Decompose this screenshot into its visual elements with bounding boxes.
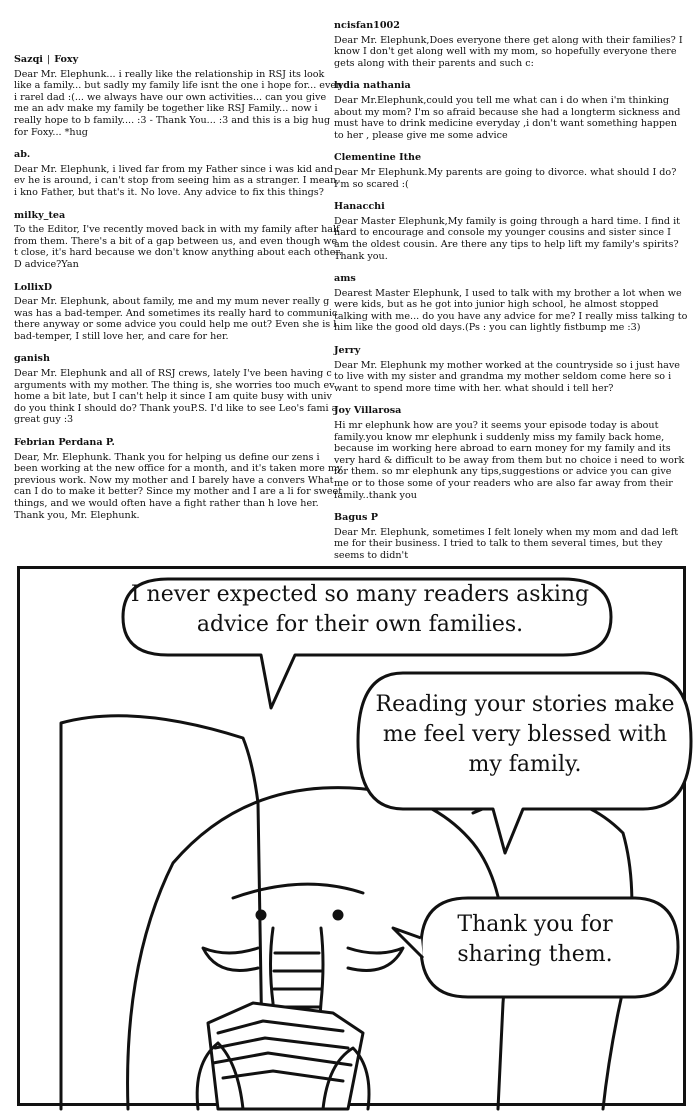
comic-panel <box>17 566 686 1106</box>
letter <box>14 437 344 521</box>
letter-author: ab. <box>14 149 31 161</box>
elephant-right-eye <box>334 911 342 919</box>
letter-author: ncisfan1002 <box>334 20 400 31</box>
letter-body: Dear Mr. Elephunk,Does everyone there get along with their families? I know I don't get along well with my mom, so hopefully everyone there gets along with their parents and such c: <box>334 34 683 69</box>
letter <box>14 210 344 271</box>
letter-body: Dear Mr. Elephunk my mother worked at the countryside so i just have to live with my sister and grandma my mother seldom come here so i want to spend more time with her. what should i tell her? <box>334 359 680 394</box>
letter <box>334 20 688 69</box>
name-separator: | <box>46 54 51 65</box>
letter <box>14 282 344 343</box>
letter-body: Dear Master Elephunk,My family is going through a hard time. I find it hard to encourage and console my younger cousins and sister since I am the oldest cousin. Are there any tips to help lift my family's spirits? Thank you. <box>334 215 681 262</box>
letter-body: Dear, Mr. Elephunk. Thank you for helping us define our zens i been working at the new office for a month, and it's taken more my previous work. Now my mother and I barely have a convers What can I do to make it better? Since my mother and I are a li for sweet things, and we would often have a fight rather than h love her. Thank you, Mr. Elephunk. <box>14 451 343 521</box>
letter-author: Bagus P <box>334 512 378 524</box>
letter-author: Clementine Ithe <box>334 152 422 164</box>
letter <box>334 273 688 334</box>
letter-author-2: Foxy <box>54 54 79 65</box>
letter-author: LollixD <box>14 281 53 293</box>
letter <box>334 152 688 190</box>
letter-author: ams <box>334 273 356 285</box>
letter-author: Sazqi <box>14 54 43 65</box>
letter-body: Dear Mr. Elephunk and all of RSJ crews, lately I've been having c arguments with my mother. The thing is, she worries too much ev home a bit late, but I can't help it since I am quite busy with univ do you think I should do? Thank youP.S. I'd like to see Leo's fami a great guy :3 <box>14 368 338 426</box>
letter-body: Dear Mr. Elephunk... i really like the relationship in RSJ its look like a family... but sadly my family life isnt the one i hope for... even i rarel dad :(... we always have our own activities... can you give me an adv make my family be together like RSJ Family... now i really hope to b family.... :3 - Thank You... :3 and this is a big hug for Foxy... *hug <box>14 68 343 138</box>
letter <box>14 54 344 138</box>
letter-body: To the Editor, I've recently moved back in with my family after half from them. There's a bit of a gap between us, and even though we t close, it's hard because we don't know anything about each other. D advice?Yan <box>14 224 342 270</box>
letter-body: Hi mr elephunk how are you? it seems your episode today is about family.you know mr elephunk i suddenly miss my family back home, because im working here abroad to earn money for my family and its very hard & difficult to be away from them but no choice i need to work for them. so mr elephunk any tips,suggestions or advice you can give me or to those some of your readers who are also far away from their family..thank you <box>334 420 685 501</box>
letter-author: ganish <box>14 353 50 365</box>
letter <box>334 345 688 394</box>
letter <box>334 405 688 501</box>
letter-author: Hanacchi <box>334 201 385 213</box>
speech-bubble-3-text: Thank you for sharing them. <box>457 912 613 967</box>
letter-author: lydia nathania <box>334 80 411 92</box>
speech-bubble-1-text: I never expected so many readers asking advice for their own families. <box>130 582 590 637</box>
letter-author: Joy Villarosa <box>334 405 402 417</box>
letter-body: Dear Mr.Elephunk,could you tell me what can i do when i'm thinking about my mom? I'm so afraid because she had a longterm sickness and must have to drink medicine everyday ,i don't want something happen to her , please give me some advice <box>334 94 681 141</box>
letter <box>14 149 344 198</box>
letter <box>334 512 688 561</box>
letter-body: Dear Mr Elephunk.My parents are going to divorce. what should I do? I'm so scared :( <box>334 166 677 190</box>
elephant-brow <box>233 884 363 898</box>
letter-body: Dear Mr. Elephunk, i lived far from my Father since i was kid and ev he is around, i can't stop from seeing him as a stranger. I mean, i kno Father, but that's it. No love. Any advice to fix this things? <box>14 163 340 198</box>
letter-body: Dear Mr. Elephunk, about family, me and my mum never really g was has a bad-temper. And sometimes its really hard to communic there anyway or some advice you could help me out? Even she is l bad-temper, I still love her, and care for her. <box>14 296 338 342</box>
reader-letters <box>0 18 700 561</box>
letter <box>334 80 688 141</box>
speech-bubble-2-text: Reading your stories make me feel very blessed with my family. <box>375 692 675 777</box>
elephant-left-eye <box>257 911 265 919</box>
letter-body: Dear Mr. Elephunk, sometimes I felt lonely when my mom and dad left me for their business. I tried to talk to them several times, but they seems to didn't <box>334 526 679 561</box>
letter-author: Febrian Perdana P. <box>14 437 115 449</box>
letters-column-right <box>334 20 688 573</box>
letter <box>14 353 344 426</box>
elephant-right-tusk <box>348 948 403 971</box>
letter-author: Jerry <box>334 345 361 357</box>
elephant-illustration <box>20 569 689 1109</box>
letter-author: milky_tea <box>14 209 66 221</box>
elephant-left-tusk <box>203 948 258 971</box>
letter-body: Dearest Master Elephunk, I used to talk with my brother a lot when we were kids, but as he got into junior high school, he almost stopped talking with me... do you have any advice for me? I really miss talking to him like the good old days.(Ps : you can lightly fistbump me :3) <box>334 287 688 334</box>
letter <box>334 201 688 262</box>
letters-column-left <box>14 54 343 534</box>
